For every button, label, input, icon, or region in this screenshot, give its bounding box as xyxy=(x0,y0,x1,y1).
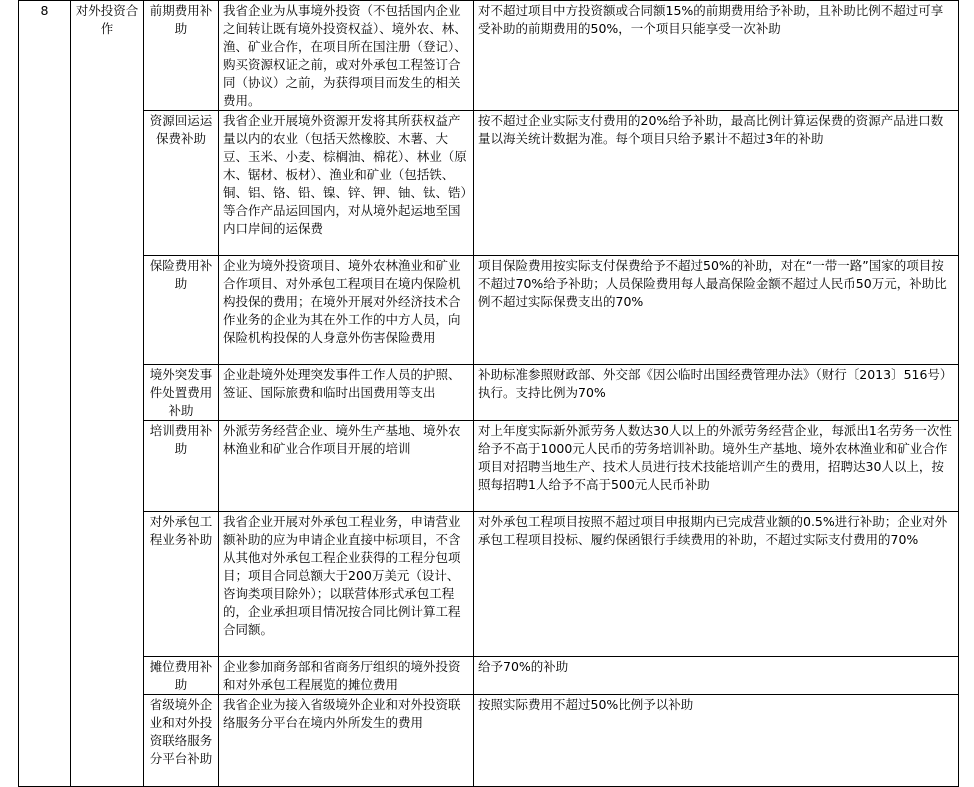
row-number: 8 xyxy=(19,1,71,787)
item-condition: 企业参加商务部和省商务厅组织的境外投资和对外承包工程展览的摊位费用 xyxy=(219,657,474,695)
item-standard: 项目保险费用按实际支付保费给予不超过50%的补助，对在“一带一路”国家的项目按不超过70%给予补助；人员保险费用每人最高保险金额不超过人民币50万元，补助比例不超过实际保费支出的70% xyxy=(474,256,959,365)
table-row xyxy=(19,1,959,111)
item-condition: 我省企业开展对外承包工程业务，申请营业额补助的应为申请企业直接中标项目，不含从其他对外承包工程企业获得的工程分包项目；项目合同总额大于200万美元（设计、咨询类项目除外）；以联营体形式承包工程的，企业承担项目情况按合同比例计算工程合同额。 xyxy=(219,512,474,657)
item-name: 摊位费用补助 xyxy=(144,657,219,695)
item-name: 培训费用补助 xyxy=(144,421,219,512)
item-condition: 外派劳务经营企业、境外生产基地、境外农林渔业和矿业合作项目开展的培训 xyxy=(219,421,474,512)
item-name: 对外承包工程业务补助 xyxy=(144,512,219,657)
subsidy-policy-table xyxy=(18,0,959,787)
item-condition: 我省企业为从事境外投资（不包括国内企业之间转让既有境外投资权益）、境外农、林、渔、矿业合作，在项目所在国注册（登记）、购买资源权证之前，或对外承包工程签订合同（协议）之前，为获得项目而发生的相关费用。 xyxy=(219,1,474,111)
item-condition: 企业赴境外处理突发事件工作人员的护照、签证、国际旅费和临时出国费用等支出 xyxy=(219,365,474,421)
item-name: 资源回运运保费补助 xyxy=(144,111,219,256)
table-row xyxy=(19,111,959,256)
category-cell: 对外投资合作 xyxy=(71,1,144,787)
item-standard: 按不超过企业实际支付费用的20%给予补助，最高比例计算运保费的资源产品进口数量以海关统计数据为准。每个项目只给予累计不超过3年的补助 xyxy=(474,111,959,256)
table-row xyxy=(19,695,959,787)
item-condition: 我省企业为接入省级境外企业和对外投资联络服务分平台在境内外所发生的费用 xyxy=(219,695,474,787)
table-row xyxy=(19,512,959,657)
table-row xyxy=(19,365,959,421)
item-name: 境外突发事件处置费用补助 xyxy=(144,365,219,421)
item-standard: 补助标准参照财政部、外交部《因公临时出国经费管理办法》（财行〔2013〕516号）执行。支持比例为70% xyxy=(474,365,959,421)
item-name: 保险费用补助 xyxy=(144,256,219,365)
item-condition: 企业为境外投资项目、境外农林渔业和矿业合作项目、对外承包工程项目在境内保险机构投保的费用；在境外开展对外经济技术合作业务的企业为其在外工作的中方人员，向保险机构投保的人身意外伤害保险费用 xyxy=(219,256,474,365)
table-row xyxy=(19,421,959,512)
item-condition: 我省企业开展境外资源开发将其所获权益产量以内的农业（包括天然橡胶、木薯、大豆、玉米、小麦、棕榈油、棉花）、林业（原木、锯材、板材）、渔业和矿业（包括铁、铜、铝、铬、铅、镍、锌、钾、铀、钛、锆）等合作产品运回国内，对从境外起运地至国内口岸间的运保费 xyxy=(219,111,474,256)
item-standard: 对上年度实际新外派劳务人数达30人以上的外派劳务经营企业，每派出1名劳务一次性给予不高于1000元人民币的劳务培训补助。境外生产基地、境外农林渔业和矿业合作项目对招聘当地生产、技术人员进行技术技能培训产生的费用，招聘达30人以上，按照每招聘1人给予不高于500元人民币补助 xyxy=(474,421,959,512)
table-row xyxy=(19,657,959,695)
item-standard: 对外承包工程项目按照不超过项目申报期内已完成营业额的0.5%进行补助；企业对外承包工程项目投标、履约保函银行手续费用的补助，不超过实际支付费用的70% xyxy=(474,512,959,657)
item-name: 省级境外企业和对外投资联络服务分平台补助 xyxy=(144,695,219,787)
table-row xyxy=(19,256,959,365)
item-standard: 对不超过项目中方投资额或合同额15%的前期费用给予补助，且补助比例不超过可享受补助的前期费用的50%，一个项目只能享受一次补助 xyxy=(474,1,959,111)
item-standard: 给予70%的补助 xyxy=(474,657,959,695)
item-standard: 按照实际费用不超过50%比例予以补助 xyxy=(474,695,959,787)
item-name: 前期费用补助 xyxy=(144,1,219,111)
